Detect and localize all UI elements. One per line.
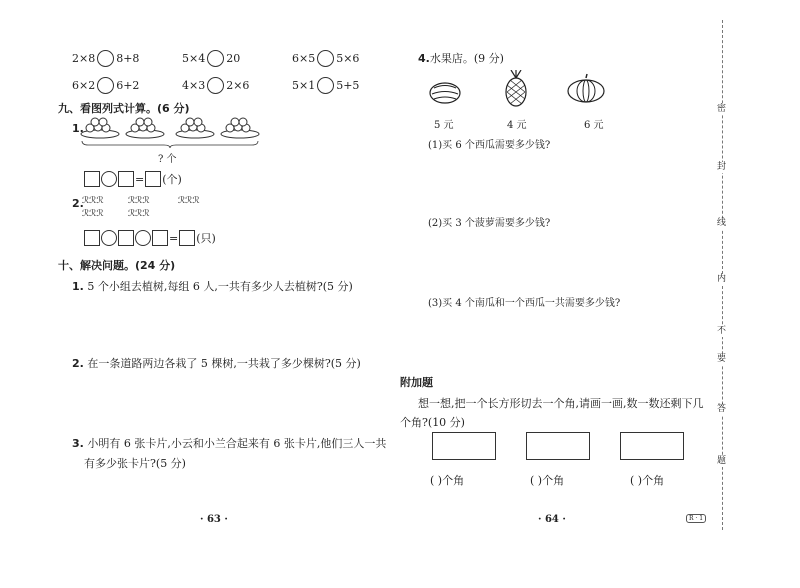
- problem-1: 1. 5 个小组去植树,每组 6 人,一共有多少人去植树?(5 分): [72, 280, 353, 293]
- equation-answer-row: = (只): [84, 230, 216, 246]
- bonus-question-line2: 个角?(10 分): [400, 416, 465, 429]
- problem-3-line2: 有多少张卡片?(5 分): [84, 457, 186, 470]
- watermelon-icon: [430, 83, 460, 103]
- bonus-question-line1: 想一想,把一个长方形切去一个角,请画一画,数一数还剩下几: [418, 397, 704, 410]
- seal-char: 不: [717, 326, 727, 336]
- answer-box[interactable]: [84, 171, 100, 187]
- question-4-title: 4.水果店。(9 分): [418, 52, 504, 65]
- answer-box[interactable]: [179, 230, 195, 246]
- fruit-plates-illustration: [80, 116, 260, 142]
- drawing-rectangle[interactable]: [620, 432, 684, 460]
- drawing-rectangle[interactable]: [432, 432, 496, 460]
- answer-box[interactable]: [84, 230, 100, 246]
- brace-line: [80, 140, 260, 148]
- compare-item: 6×2 6+2: [72, 79, 140, 92]
- compare-circle[interactable]: [207, 50, 224, 67]
- seal-char: 要: [717, 354, 727, 364]
- svg-text:ℛℛℛ: ℛℛℛ: [178, 196, 200, 206]
- compare-circle[interactable]: [97, 77, 114, 94]
- plate-icon: [126, 118, 164, 138]
- question-number: 1.: [72, 122, 84, 135]
- answer-box[interactable]: [152, 230, 168, 246]
- sub-question-1: (1)买 6 个西瓜需要多少钱?: [428, 140, 551, 151]
- operator-circle[interactable]: [135, 230, 151, 246]
- svg-text:ℛℛℛ: ℛℛℛ: [82, 209, 104, 219]
- answer-corners[interactable]: ( )个角: [530, 474, 565, 487]
- answer-box[interactable]: [118, 230, 134, 246]
- pumpkin-icon: [568, 74, 604, 102]
- compare-item: 2×8 8+8: [72, 52, 140, 65]
- edition-tag: R · 1: [686, 514, 706, 523]
- svg-text:ℛℛℛ: ℛℛℛ: [82, 196, 104, 206]
- question-mark-label: ? 个: [158, 154, 177, 165]
- bonus-title: 附加题: [400, 376, 433, 389]
- question-number: 2.: [72, 197, 84, 210]
- plate-icon: [81, 118, 119, 138]
- answer-corners[interactable]: ( )个角: [630, 474, 665, 487]
- sub-question-3: (3)买 4 个南瓜和一个西瓜一共需要多少钱?: [428, 298, 621, 309]
- compare-circle[interactable]: [97, 50, 114, 67]
- operator-circle[interactable]: [101, 171, 117, 187]
- compare-item: 4×3 2×6: [182, 79, 250, 92]
- price-watermelon: 5 元: [434, 120, 454, 131]
- problem-2: 2. 在一条道路两边各栽了 5 棵树,一共栽了多少棵树?(5 分): [72, 357, 361, 370]
- svg-text:ℛℛℛ: ℛℛℛ: [128, 196, 150, 206]
- seal-char: 题: [717, 456, 727, 466]
- operator-circle[interactable]: [101, 230, 117, 246]
- seal-char: 答: [717, 404, 727, 414]
- seal-char: 密: [717, 104, 727, 114]
- fruit-illustrations: [420, 70, 620, 110]
- page-number-left: · 63 ·: [200, 514, 228, 525]
- seal-char: 线: [717, 218, 727, 228]
- compare-item: 5×4 20: [182, 52, 241, 65]
- compare-item: 6×5 5×6: [292, 52, 360, 65]
- drawing-rectangle[interactable]: [526, 432, 590, 460]
- compare-circle[interactable]: [317, 50, 334, 67]
- sub-question-2: (2)买 3 个菠萝需要多少钱?: [428, 218, 551, 229]
- problem-3-line1: 3. 小明有 6 张卡片,小云和小兰合起来有 6 张卡片,他们三人一共: [72, 437, 387, 450]
- price-pineapple: 4 元: [507, 120, 527, 131]
- compare-item: 5×1 5+5: [292, 79, 360, 92]
- equation-answer-row: = (个): [84, 171, 182, 187]
- answer-box[interactable]: [145, 171, 161, 187]
- price-pumpkin: 6 元: [584, 120, 604, 131]
- seal-char: 封: [717, 162, 727, 172]
- svg-text:ℛℛℛ: ℛℛℛ: [128, 209, 150, 219]
- answer-corners[interactable]: ( )个角: [430, 474, 465, 487]
- section-9-title: 九、看图列式计算。(6 分): [58, 102, 190, 115]
- pineapple-icon: [506, 70, 526, 106]
- compare-circle[interactable]: [317, 77, 334, 94]
- answer-box[interactable]: [118, 171, 134, 187]
- compare-circle[interactable]: [207, 77, 224, 94]
- birds-illustration: [82, 194, 212, 220]
- page-number-right: · 64 ·: [538, 514, 566, 525]
- plate-icon: [221, 118, 259, 138]
- section-10-title: 十、解决问题。(24 分): [58, 259, 176, 272]
- plate-icon: [176, 118, 214, 138]
- seal-char: 内: [717, 274, 727, 284]
